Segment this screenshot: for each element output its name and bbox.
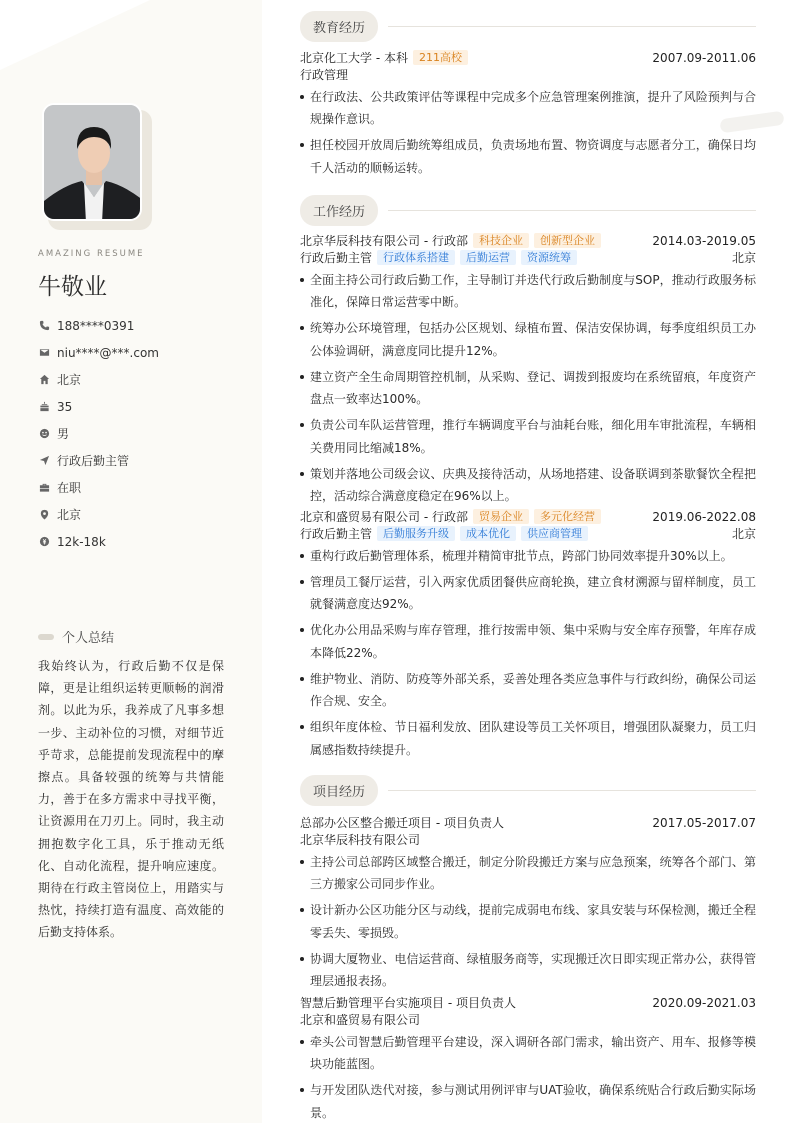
info-gender — [38, 420, 248, 447]
phone-icon — [38, 320, 50, 332]
list-item: 维护物业、消防、防疫等外部关系，妥善处理各类应急事件与行政纠纷，确保公司运作合规、安全。 — [300, 668, 756, 713]
info-location-text: 北京 — [57, 508, 82, 522]
list-item: 建立资产全生命周期管控机制，从采购、登记、调拨到报废均在系统留痕，年度资产盘点一致率达100%。 — [300, 366, 756, 411]
role-tag: 后勤服务升级 — [377, 526, 455, 541]
info-status-text: 在职 — [57, 481, 82, 495]
projects-section-title: 项目经历 — [300, 775, 378, 806]
summary-bar-decoration — [38, 634, 54, 640]
list-item: 优化办公用品采购与库存管理，推行按需申领、集中采购与安全库存预警，年库存成本降低22%。 — [300, 619, 756, 664]
project-company-row — [300, 831, 756, 848]
work-section-title: 工作经历 — [300, 195, 378, 226]
cake-icon — [38, 401, 50, 413]
work-role: 行政后勤主管 — [300, 527, 373, 541]
project-bullets — [300, 1031, 756, 1123]
project-name: 总部办公区整合搬迁项目 - 项目负责人 — [300, 816, 504, 830]
work-city: 北京 — [731, 251, 756, 265]
project-company-row — [300, 1011, 756, 1028]
info-age — [38, 393, 248, 420]
list-item: 设计新办公区功能分区与动线，提前完成弱电布线、家具安装与环保检测，搬迁全程零丢失、零损毁。 — [300, 899, 756, 944]
summary-text: 我始终认为，行政后勤不仅是保障，更是让组织运转更顺畅的润滑剂。以此为乐，我养成了凡事多想一步、主动补位的习惯，对细节近乎苛求，总能提前发现流程中的摩擦点。具备较强的统筹与共情能力，善于在多方需求中寻找平衡，让资源用在刀刃上。同时，我主动拥抱数字化工具，乐于推动无纸化、自动化流程，提升响应速度。期待在行政主管岗位上，用踏实与热忱，持续打造有温度、高效能的后勤支持体系。 — [38, 659, 224, 940]
education-tag: 211高校 — [413, 50, 468, 65]
education-major-row — [300, 66, 756, 83]
role-tag: 成本优化 — [460, 526, 516, 541]
list-item: 统筹办公环境管理，包括办公区规划、绿植布置、保洁安保协调，每季度组织员工办公体验调研，满意度同比提升12%。 — [300, 317, 756, 362]
project-bullets — [300, 851, 756, 993]
education-section-title: 教育经历 — [300, 11, 378, 42]
project-entry-1 — [300, 814, 756, 996]
work-entry-2 — [300, 508, 756, 765]
role-tag: 行政体系搭建 — [377, 250, 455, 265]
project-date: 2020.09-2021.03 — [652, 995, 756, 1010]
role-tag: 供应商管理 — [521, 526, 588, 541]
project-company: 北京和盛贸易有限公司 — [300, 1013, 421, 1027]
project-header-row — [300, 814, 756, 831]
salary-icon — [38, 536, 50, 548]
section-divider — [388, 790, 756, 791]
resume-tagline: AMAZING RESUME — [38, 249, 145, 259]
list-item: 策划并落地公司级会议、庆典及接待活动，从场地搭建、设备联调到茶歇餐饮全程把控，活动综合满意度稳定在96%以上。 — [300, 463, 756, 508]
company-tag: 创新型企业 — [534, 233, 601, 248]
info-position — [38, 447, 248, 474]
work-city: 北京 — [731, 527, 756, 541]
list-item: 重构行政后勤管理体系，梳理并精简审批节点，跨部门协同效率提升30%以上。 — [300, 545, 756, 567]
education-major: 行政管理 — [300, 68, 349, 82]
info-age-text: 35 — [57, 399, 73, 414]
info-phone — [38, 312, 248, 339]
work-role-row — [300, 249, 756, 266]
project-entry-2 — [300, 994, 756, 1123]
work-company: 北京华辰科技有限公司 - 行政部 — [300, 234, 468, 248]
profile-photo — [42, 103, 142, 221]
education-section-header — [300, 11, 756, 42]
sidebar — [0, 0, 262, 1123]
list-item: 牵头公司智慧后勤管理平台建设，深入调研各部门需求，输出资产、用车、报修等模块功能蓝图。 — [300, 1031, 756, 1076]
work-header-row — [300, 508, 756, 525]
role-tag: 资源统筹 — [521, 250, 577, 265]
work-company: 北京和盛贸易有限公司 - 行政部 — [300, 510, 468, 524]
education-entry — [300, 49, 756, 183]
list-item: 协调大厦物业、电信运营商、绿植服务商等，实现搬迁次日即实现正常办公，获得管理层通报表扬。 — [300, 948, 756, 993]
info-phone-text: 188****0391 — [57, 318, 135, 333]
project-company: 北京华辰科技有限公司 — [300, 833, 421, 847]
work-role-row — [300, 525, 756, 542]
section-divider — [388, 26, 756, 27]
info-status — [38, 474, 248, 501]
info-home — [38, 366, 248, 393]
info-gender-text: 男 — [57, 427, 70, 441]
list-item: 与开发团队迭代对接，参与测试用例评审与UAT验收，确保系统贴合行政后勤实际场景。 — [300, 1079, 756, 1123]
info-salary-text: 12k-18k — [57, 534, 106, 549]
company-tag: 科技企业 — [473, 233, 529, 248]
education-bullets — [300, 86, 756, 179]
info-email — [38, 339, 248, 366]
company-tag: 多元化经营 — [534, 509, 601, 524]
list-item: 全面主持公司行政后勤工作，主导制订并迭代行政后勤制度与SOP，推动行政服务标准化，保障日常运营零中断。 — [300, 269, 756, 314]
list-item: 在行政法、公共政策评估等课程中完成多个应急管理案例推演，提升了风险预判与合规操作意识。 — [300, 86, 756, 131]
contact-info-list — [38, 312, 248, 555]
work-date: 2019.06-2022.08 — [652, 509, 756, 524]
mail-icon — [38, 347, 50, 359]
corner-decoration — [0, 0, 150, 70]
location-icon — [38, 509, 50, 521]
work-bullets — [300, 545, 756, 761]
work-date: 2014.03-2019.05 — [652, 233, 756, 248]
list-item: 担任校园开放周后勤统筹组成员，负责场地布置、物资调度与志愿者分工，确保日均千人活动的顺畅运转。 — [300, 134, 756, 179]
info-location — [38, 501, 248, 528]
project-name: 智慧后勤管理平台实施项目 - 项目负责人 — [300, 996, 516, 1010]
project-date: 2017.05-2017.07 — [652, 815, 756, 830]
summary-header — [38, 627, 114, 646]
summary-title: 个人总结 — [62, 631, 115, 646]
work-entry-1 — [300, 232, 756, 511]
section-divider — [388, 210, 756, 211]
info-salary — [38, 528, 248, 555]
work-header-row — [300, 232, 756, 249]
list-item: 管理员工餐厅运营，引入两家优质团餐供应商轮换，建立食材溯源与留样制度，员工就餐满意度达92%。 — [300, 571, 756, 616]
work-bullets — [300, 269, 756, 507]
list-item: 负责公司车队运营管理，推行车辆调度平台与油耗台账，细化用车审批流程，车辆相关费用同比缩减18%。 — [300, 414, 756, 459]
home-icon — [38, 374, 50, 386]
info-email-text: niu****@***.com — [57, 345, 159, 360]
projects-section-header — [300, 775, 756, 806]
education-header-row — [300, 49, 756, 66]
role-tag: 后勤运营 — [460, 250, 516, 265]
gender-icon — [38, 428, 50, 440]
info-position-text: 行政后勤主管 — [57, 454, 130, 468]
candidate-name: 牛敬业 — [38, 274, 107, 300]
briefcase-icon — [38, 482, 50, 494]
info-home-text: 北京 — [57, 373, 82, 387]
list-item: 组织年度体检、节日福利发放、团队建设等员工关怀项目，增强团队凝聚力，员工归属感指数持续提升。 — [300, 716, 756, 761]
project-header-row — [300, 994, 756, 1011]
education-date: 2007.09-2011.06 — [652, 50, 756, 65]
send-icon — [38, 455, 50, 467]
work-section-header — [300, 195, 756, 226]
education-school: 北京化工大学 - 本科 — [300, 51, 408, 65]
list-item: 主持公司总部跨区域整合搬迁，制定分阶段搬迁方案与应急预案，统筹各个部门、第三方搬家公司同步作业。 — [300, 851, 756, 896]
company-tag: 贸易企业 — [473, 509, 529, 524]
work-role: 行政后勤主管 — [300, 251, 373, 265]
